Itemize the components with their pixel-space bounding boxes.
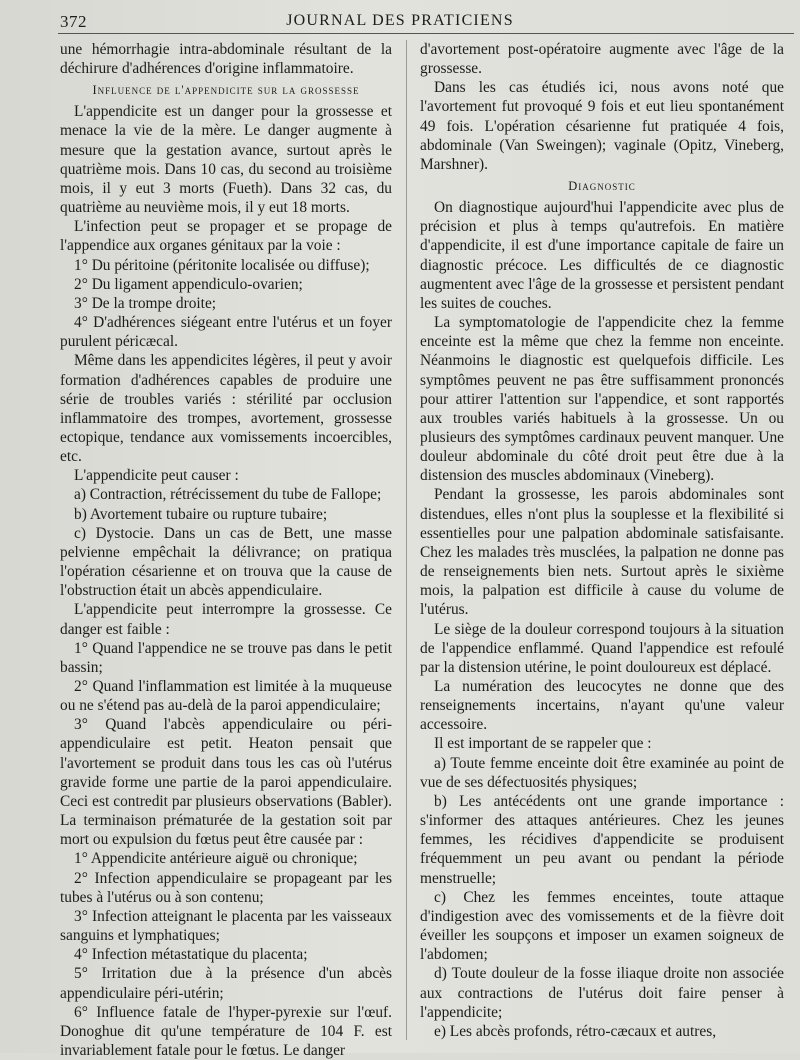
journal-title: JOURNAL DES PRATICIENS bbox=[286, 12, 514, 29]
column-divider bbox=[406, 40, 407, 1040]
list-item: a) Contraction, rétrécissement du tube de Fallope; bbox=[74, 486, 382, 504]
list-item: 3° Quand l'abcès appendiculaire ou péri-appendiculaire est petit. Heaton pensait que l'avortement se produit dans tous les cas où l'utérus gravide forme une partie de la paroi appendiculaire. Ceci est contredit par plusieurs observations (Babler). La terminaison prématurée de la gestation soit par mort ou expulsion du fœtus peut être causée par : bbox=[60, 716, 392, 849]
paragraph: Pendant la grossesse, les parois abdominales sont distendues, elles n'ont plus la souplesse et la flexibilité si essentielles pour une palpation abdominale satisfaisante. Chez les malades très musclées, la palpation ne donne pas de renseignements bien nets. Surtout après le sixième mois, la palpation est difficile à cause du volume de l'utérus. bbox=[420, 486, 784, 619]
list-item: 5° Irritation due à la présence d'un abcès appendiculaire péri-utérin; bbox=[60, 965, 392, 1002]
paragraph: L'appendicite peut interrompre la grossesse. Ce danger est faible : bbox=[60, 601, 392, 638]
header-rule bbox=[58, 33, 794, 34]
paragraph: L'appendicite est un danger pour la grossesse et menace la vie de la mère. Le danger augmente à mesure que la gestation avance, surtout après le quatrième mois. Dans 10 cas, du second au troisième mois, il y eut 3 morts (Fueth). Dans 32 cas, du quatrième au neuvième mois, il y eut 18 morts. bbox=[60, 103, 392, 217]
section-heading: Influence de l'appendicite sur la grossesse bbox=[92, 83, 360, 98]
list-item: a) Toute femme enceinte doit être examinée au point de vue de ses défectuosités physiques; bbox=[420, 754, 784, 791]
paragraph: L'infection peut se propager et se propage de l'appendice aux organes génitaux par la voie : bbox=[60, 218, 392, 255]
paragraph: La symptomatologie de l'appendicite chez la femme enceinte est la même que chez la femme non enceinte. Néanmoins le diagnostic est quelquefois difficile. Les symptômes peuvent ne pas être suffisamment prononcés pour attirer l'attention sur l'appendice, et sont rapportés aux troubles variés habituels à la grossesse. Un ou plusieurs des symptômes cardinaux peuvent manquer. Une douleur abdominale du côté droit peut être due à la distension des muscles abdominaux (Vineberg). bbox=[420, 314, 784, 485]
list-item: 1° Du péritoine (péritonite localisée ou diffuse); bbox=[74, 256, 370, 274]
list-item: 1° Quand l'appendice ne se trouve pas dans le petit bassin; bbox=[60, 639, 392, 676]
list-item: d) Toute douleur de la fosse iliaque droite non associée aux contractions de l'utérus doit faire penser à l'appendicite; bbox=[420, 965, 784, 1021]
list-item: 2° Du ligament appendiculo-ovarien; bbox=[74, 275, 303, 293]
list-item: 6° Influence fatale de l'hyper-pyrexie sur l'œuf. Donoghue dit qu'une température de 104 F. est invariablement fatale pour le fœtus. Le danger bbox=[60, 1003, 392, 1059]
paragraph: Le siège de la douleur correspond toujours à la situation de l'appendice enflammé. Quand l'appendice est refoulé par la distension utérine, le point douloureux est déplacé. bbox=[420, 620, 784, 676]
paragraph: Il est important de se rappeler que : bbox=[434, 735, 652, 753]
list-item: c) Chez les femmes enceintes, toute attaque d'indigestion avec des vomissements et de la fièvre doit éveiller les soupçons et imposer un examen soigneux de l'abdomen; bbox=[420, 888, 784, 964]
paragraph: On diagnostique aujourd'hui l'appendicite avec plus de précision et plus à temps qu'autrefois. En matière d'appendicite, il est d'une importance capitale de faire un diagnostic précoce. Les difficultés de ce diagnostic augmentent avec l'âge de la grossesse et persistent pendant les suites de couches. bbox=[420, 199, 784, 312]
paragraph: d'avortement post-opératoire augmente avec l'âge de la grossesse. bbox=[420, 41, 784, 78]
left-column bbox=[60, 40, 392, 1060]
list-item: 3° Infection atteignant le placenta par les vaisseaux sanguins et lymphatiques; bbox=[60, 907, 392, 945]
page-header bbox=[0, 8, 800, 34]
paragraph: L'appendicite peut causer : bbox=[74, 467, 239, 485]
right-column bbox=[420, 40, 784, 1041]
paragraph: Dans les cas étudiés ici, nous avons noté que l'avortement fut provoqué 9 fois et eut lieu spontanément 49 fois. L'opération césarienne fut pratiquée 4 fois, abdominale (Van Sweingen); vaginale (Opitz, Vineberg, Marshner). bbox=[420, 79, 784, 173]
paragraph: Même dans les appendicites légères, il peut y avoir formation d'adhérences capables de produire une série de troubles variés : stérilité par occlusion inflammatoire des trompes, avortement, grossesse ectopique, tendance aux vomissements incoercibles, etc. bbox=[60, 352, 392, 466]
list-item: 1° Appendicite antérieure aiguë ou chronique; bbox=[74, 850, 358, 868]
list-item: 2° Infection appendiculaire se propageant par les tubes à l'utérus ou à son contenu; bbox=[60, 869, 392, 906]
paragraph: La numération des leucocytes ne donne que des renseignements incertains, n'ayant qu'une valeur accessoire. bbox=[420, 678, 784, 734]
list-item: b) Avortement tubaire ou rupture tubaire; bbox=[74, 505, 328, 523]
list-item: e) Les abcès profonds, rétro-cæcaux et autres, bbox=[434, 1022, 717, 1040]
list-item: 2° Quand l'inflammation est limitée à la muqueuse ou ne s'étend pas au-delà de la paroi appendiculaire; bbox=[60, 678, 392, 715]
list-item: c) Dystocie. Dans un cas de Bett, une masse pelvienne empêchait la délivrance; on pratiqua l'opération césarienne et on trouva que la cause de l'obstruction était un abcès appendiculaire. bbox=[60, 524, 392, 600]
paragraph: une hémorrhagie intra-abdominale résultant de la déchirure d'adhérences d'origine inflammatoire. bbox=[60, 41, 392, 78]
list-item: 4° Infection métastatique du placenta; bbox=[74, 946, 308, 964]
list-item: 3° De la trompe droite; bbox=[74, 294, 217, 312]
page-number: 372 bbox=[60, 12, 87, 31]
list-item: 4° D'adhérences siégeant entre l'utérus et un foyer purulent péricæcal. bbox=[60, 314, 392, 351]
list-item: b) Les antécédents ont une grande importance : s'informer des attaques antérieures. Chez les jeunes femmes, les récidives d'appendicite se produisent fréquemment un peu avant ou pendant la période menstruelle; bbox=[420, 792, 784, 887]
section-heading: Diagnostic bbox=[568, 179, 636, 194]
